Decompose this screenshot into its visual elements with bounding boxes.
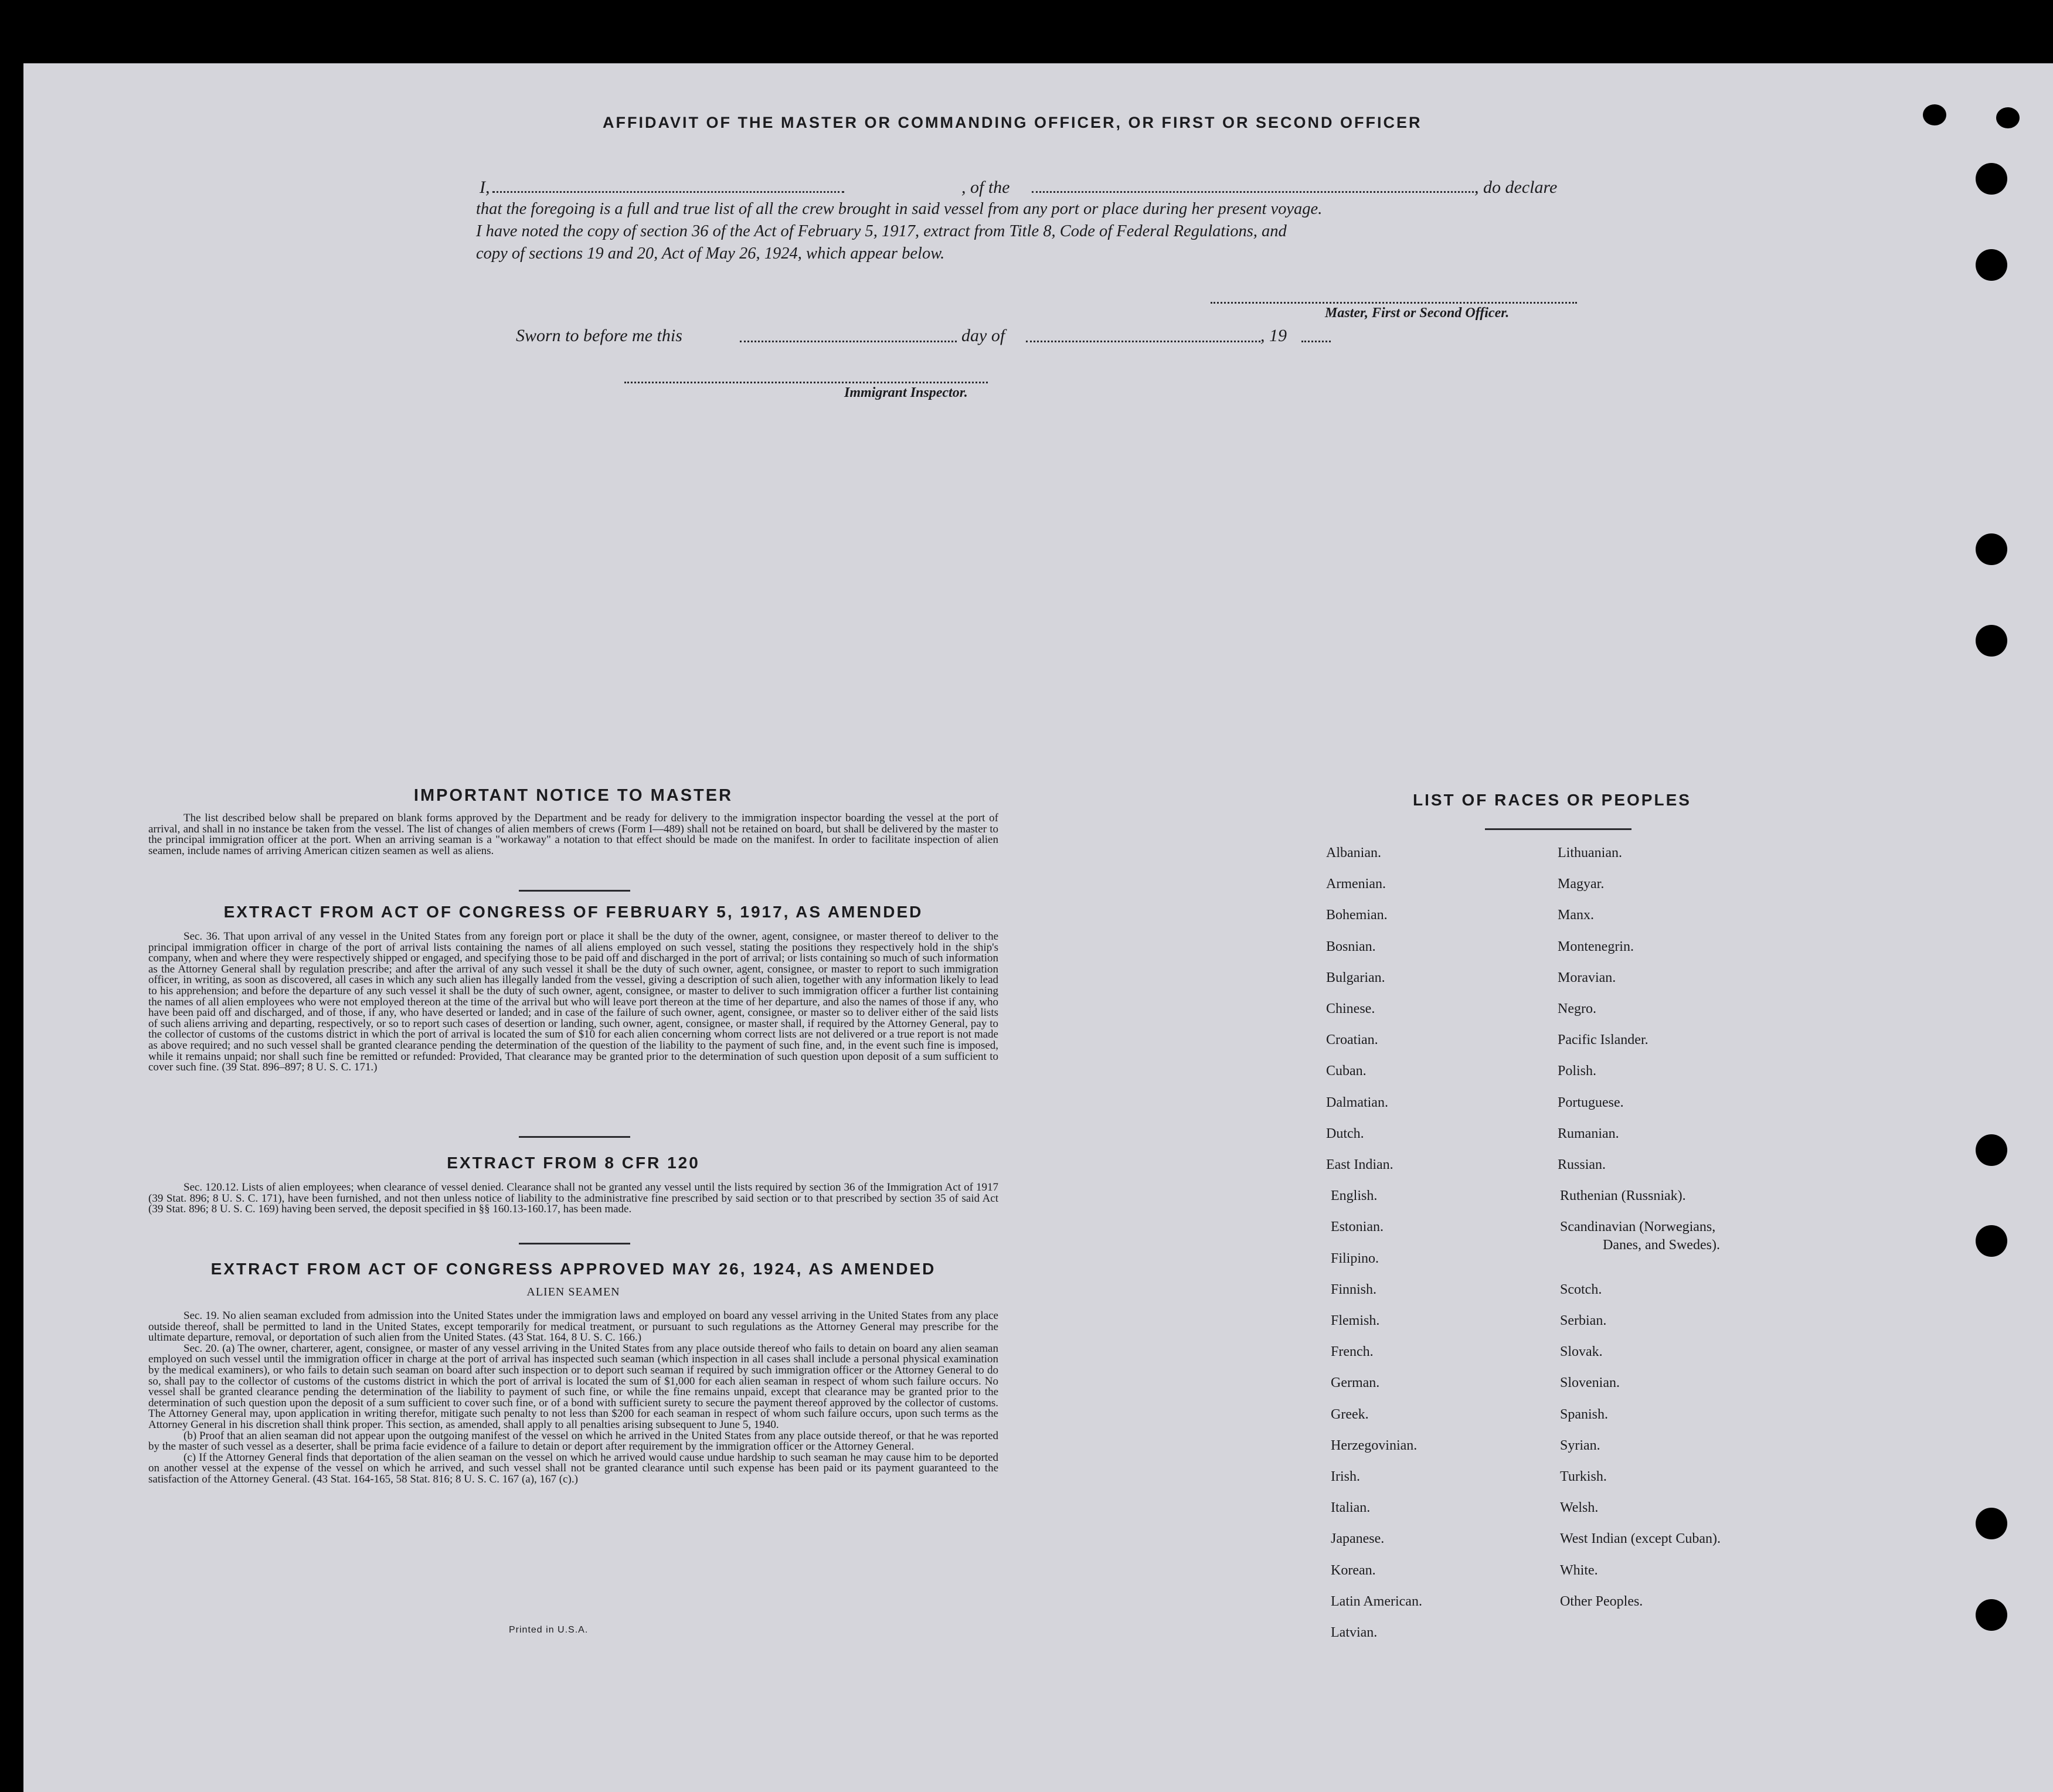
punch-hole bbox=[1923, 104, 1946, 125]
race-item: Chinese. bbox=[1326, 1001, 1375, 1016]
race-item: Pacific Islander. bbox=[1558, 1032, 1648, 1048]
section-20c-text: (c) If the Attorney General finds that deportation of the alien seaman on the vessel on which he arrived would cause undue hardship to such seaman he may cause him to be deported on another vessel at the expense of the vessel on which he arrived, and such vessel shall not be granted clearance until such expense has been paid or its payment guaranteed to the satisfaction of the Attorney General. (43 Stat. 164-165, 58 Stat. 816; 8 U. S. C. 167 (a), 167 (c).) bbox=[148, 1451, 998, 1485]
race-item: Finnish. bbox=[1331, 1281, 1377, 1297]
race-item: Estonian. bbox=[1331, 1219, 1384, 1235]
race-item: Rumanian. bbox=[1558, 1125, 1619, 1141]
affidavit-text-line2: that the foregoing is a full and true list of all the crew brought in said vessel from any port or place during her present voyage. bbox=[476, 200, 1323, 218]
race-item: Italian. bbox=[1331, 1500, 1371, 1516]
extract-1917-title: EXTRACT FROM ACT OF CONGRESS OF FEBRUARY 5, 1917, AS AMENDED bbox=[223, 903, 923, 921]
extract-cfr-body bbox=[148, 1182, 998, 1215]
race-item: French. bbox=[1331, 1344, 1374, 1360]
sworn-day-blank[interactable] bbox=[740, 341, 957, 342]
race-item: Portuguese. bbox=[1558, 1094, 1624, 1110]
race-item: Scotch. bbox=[1560, 1281, 1602, 1297]
race-item: Bohemian. bbox=[1326, 907, 1388, 923]
race-item: Latvian. bbox=[1331, 1625, 1378, 1640]
race-item: Bosnian. bbox=[1326, 938, 1376, 954]
divider bbox=[1485, 828, 1631, 830]
race-item: Albanian. bbox=[1326, 845, 1381, 861]
extract-1924-title: EXTRACT FROM ACT OF CONGRESS APPROVED MAY 26, 1924, AS AMENDED bbox=[210, 1260, 936, 1278]
alien-seamen-subtitle: ALIEN SEAMEN bbox=[526, 1286, 620, 1298]
race-item: Latin American. bbox=[1331, 1593, 1422, 1609]
notice-title: IMPORTANT NOTICE TO MASTER bbox=[413, 786, 733, 805]
race-item: Russian. bbox=[1558, 1157, 1606, 1172]
extract-1917-body bbox=[148, 931, 998, 1073]
sworn-year: , 19 bbox=[1260, 326, 1287, 345]
race-item: English. bbox=[1331, 1188, 1378, 1204]
inspector-signature-line[interactable] bbox=[624, 382, 988, 383]
punch-hole bbox=[1976, 625, 2007, 657]
race-item: Welsh. bbox=[1560, 1500, 1599, 1516]
race-item: Bulgarian. bbox=[1326, 970, 1385, 985]
race-item: Serbian. bbox=[1560, 1313, 1607, 1328]
race-item: German. bbox=[1331, 1375, 1380, 1391]
sworn-year-blank[interactable] bbox=[1301, 341, 1331, 342]
section-36-text: Sec. 36. That upon arrival of any vessel in the United States from any foreign port or place it shall be the duty of the owner, agent, consignee, or master thereof to deliver to the principal immigration officer in charge of the port of arrival lists containing the names of all aliens employed on such vessel, stating the positions they respectively hold in the ship's company, when and where they were respectively shipped or engaged, and specifying those to be paid off and discharged in the port of arrival; or lists containing so much of such information as the Attorney General shall by regulation prescribe; and after the arrival of any such vessel it shall be the duty of such owner, agent, consignee, or master to report to such immigration officer, in writing, as soon as discovered, all cases in which any such alien has illegally landed from the vessel, giving a description of such alien, together with any information likely to lead to his apprehension; and before the departure of any such vessel it shall be the duty of such owner, agent, consignee, or master to deliver to such immigration officer a further list containing the names of all alien employees who were not employed thereon at the time of the arrival but who will leave port thereon at the time of her departure, and also the names of those if any, who have been paid off and discharged, and of those, if any, who have deserted or landed; and in case of the failure of such owner, agent, consignee, or master so to deliver either of the said lists of such aliens arriving and departing, respectively, or so to report such cases of desertion or landing, such owner, agent, consignee, or master shall, if required by the Attorney General, pay to the collector of customs of the customs district in which the port of arrival is located the sum of $10 for each alien concerning whom correct lists are not delivered or a true report is not made as above required; and no such vessel shall be granted clearance pending the determination of the question of the liability to the payment of such fine, and, in the event such fine is imposed, while it remains unpaid; nor shall such fine be remitted or refunded: Provided, That clearance may be granted prior to the determination of such question upon deposit of a sum sufficient to cover such fine. (39 Stat. 896–897; 8 U. S. C. 171.) bbox=[148, 930, 998, 1074]
section-120-12-text: Sec. 120.12. Lists of alien employees; when clearance of vessel denied. Clearance shall not be granted any vessel until the lists required by section 36 of the Immigration Act of 1917 (39 Stat. 896; 8 U. S. C. 171), have been furnished, and not then unless notice of liability to the administrative fine prescribed by said section or to that prescribed by section 35 of said Act (39 Stat. 896; 8 U. S. C. 169) having been served, the deposit specified in §§ 160.13-160.17, has been made. bbox=[148, 1181, 998, 1216]
races-title: LIST OF RACES OR PEOPLES bbox=[1413, 791, 1691, 809]
race-item: Dalmatian. bbox=[1326, 1094, 1388, 1110]
printed-in-usa: Printed in U.S.A. bbox=[509, 1625, 589, 1635]
punch-hole bbox=[1996, 107, 2020, 128]
affidavit-of-the: , of the bbox=[961, 178, 1010, 197]
race-item: Dutch. bbox=[1326, 1125, 1364, 1141]
punch-hole bbox=[1976, 163, 2007, 195]
divider bbox=[519, 1136, 630, 1138]
race-item: East Indian. bbox=[1326, 1157, 1393, 1172]
race-item: Filipino. bbox=[1331, 1250, 1379, 1266]
race-item: Slovak. bbox=[1560, 1344, 1603, 1360]
extract-cfr-title: EXTRACT FROM 8 CFR 120 bbox=[447, 1154, 700, 1172]
race-item: Greek. bbox=[1331, 1406, 1369, 1422]
punch-hole bbox=[1976, 1225, 2007, 1257]
punch-hole bbox=[1976, 1134, 2007, 1166]
race-item: Montenegrin. bbox=[1558, 938, 1634, 954]
race-item: Moravian. bbox=[1558, 970, 1616, 985]
race-item: Flemish. bbox=[1331, 1313, 1380, 1328]
section-20b-text: (b) Proof that an alien seaman did not appear upon the outgoing manifest of the vessel on which he arrived in the United States from any place outside thereof, or that he was reported by the master of such vessel as a deserter, shall be prima facie evidence of a failure to detain or deport after requirement by the immigration officer or the Attorney General. bbox=[148, 1429, 998, 1453]
race-item: Polish. bbox=[1558, 1063, 1597, 1079]
race-item: Japanese. bbox=[1331, 1531, 1385, 1547]
sworn-month-blank[interactable] bbox=[1026, 341, 1260, 342]
inspector-label: Immigrant Inspector. bbox=[844, 385, 968, 400]
sworn-prefix: Sworn to before me this bbox=[516, 326, 682, 345]
form-sheet bbox=[23, 63, 2053, 1792]
notice-body bbox=[148, 813, 998, 856]
affidavit-i: I, bbox=[480, 178, 490, 197]
divider bbox=[519, 890, 630, 892]
punch-hole bbox=[1976, 533, 2007, 565]
section-20a-text: Sec. 20. (a) The owner, charterer, agent, consignee, or master of any vessel arriving in the United States from any place outside thereof who fails to detain on board any alien seaman employed on such vessel until the immigration officer in charge at the port of arrival has inspected such seaman (which inspection in all cases shall include a personal physical examination by the medical examiners), or who fails to detain such seaman on board after such inspection or to deport such seaman if required by such immigration officer or the Attorney General to do so, shall pay to the collector of customs of the customs district in which the port of arrival is located the sum of $1,000 for each alien seaman in respect of whom such failure occurs. No vessel shall be granted clearance pending the determination of the liability to payment of such fine, or while the fine remains unpaid, except that clearance may be granted prior to the determination of such question upon the deposit of a sum sufficient to cover such fine, or of a bond with sufficient surety to secure the payment thereof approved by the collector of customs. The Attorney General may, upon application in writing therefor, mitigate such penalty to not less than $200 for each seaman in respect of whom such failure occurs, upon such terms as the Attorney General in his discretion shall think proper. This section, as amended, shall apply to all penalties arising subsequent to June 5, 1940. bbox=[148, 1342, 998, 1431]
affidavit-text-line3: I have noted the copy of section 36 of the Act of February 5, 1917, extract from Title 8, Code of Federal Regulations, and bbox=[476, 222, 1287, 240]
divider bbox=[519, 1243, 630, 1244]
race-item: Danes, and Swedes). bbox=[1603, 1237, 1720, 1253]
race-item: Lithuanian. bbox=[1558, 845, 1622, 861]
race-item: Magyar. bbox=[1558, 876, 1605, 892]
race-item: Cuban. bbox=[1326, 1063, 1367, 1079]
race-item: Korean. bbox=[1331, 1562, 1376, 1578]
extract-1924-body bbox=[148, 1311, 998, 1485]
race-item: Scandinavian (Norwegians, bbox=[1560, 1219, 1716, 1235]
notice-paragraph: The list described below shall be prepared on blank forms approved by the Department and be ready for delivery to the immigration inspector boarding the vessel at the port of arrival, and shall in no instance be taken from the vessel. The list of changes of alien members of crews (Form I—489) shall not be retained on board, but shall be delivered by the master to the principal immigration officer at the port. When an arriving seaman is a "workaway" a notation to that effect should be made on the manifest. In order to facilitate inspection of alien seamen, include names of arriving American citizen seamen as well as aliens. bbox=[148, 812, 998, 857]
race-item: Negro. bbox=[1558, 1001, 1596, 1016]
punch-hole bbox=[1976, 249, 2007, 281]
sworn-day-of: day of bbox=[961, 326, 1005, 345]
race-item: White. bbox=[1560, 1562, 1598, 1578]
affidavit-do-declare: , do declare bbox=[1474, 178, 1558, 197]
master-signature-label: Master, First or Second Officer. bbox=[1325, 305, 1510, 321]
race-item: Turkish. bbox=[1560, 1469, 1607, 1484]
race-item: Spanish. bbox=[1560, 1406, 1609, 1422]
race-item: Manx. bbox=[1558, 907, 1594, 923]
race-item: Ruthenian (Russniak). bbox=[1560, 1188, 1686, 1204]
name-blank[interactable] bbox=[492, 191, 844, 193]
race-item: Croatian. bbox=[1326, 1032, 1378, 1048]
punch-hole bbox=[1976, 1508, 2007, 1539]
race-item: Armenian. bbox=[1326, 876, 1386, 892]
race-item: Other Peoples. bbox=[1560, 1593, 1643, 1609]
race-item: Syrian. bbox=[1560, 1437, 1600, 1453]
race-item: Slovenian. bbox=[1560, 1375, 1620, 1391]
section-19-text: Sec. 19. No alien seaman excluded from admission into the United States under the immigration laws and employed on board any vessel arriving in the United States from any place outside thereof, shall be permitted to land in the United States, except temporarily for medical treatment, or pursuant to such regulations as the Attorney General may prescribe for the ultimate departure, removal, or deportation of such alien from the United States. (43 Stat. 164, 8 U. S. C. 166.) bbox=[148, 1310, 998, 1344]
affidavit-text-line4: copy of sections 19 and 20, Act of May 26, 1924, which appear below. bbox=[476, 244, 945, 263]
race-item: West Indian (except Cuban). bbox=[1560, 1531, 1721, 1547]
punch-hole bbox=[1976, 1599, 2007, 1631]
vessel-blank[interactable] bbox=[1032, 191, 1477, 193]
affidavit-title: AFFIDAVIT OF THE MASTER OR COMMANDING OFFICER, OR FIRST OR SECOND OFFICER bbox=[603, 114, 1422, 131]
master-signature-line[interactable] bbox=[1211, 302, 1577, 304]
race-item: Herzegovinian. bbox=[1331, 1437, 1418, 1453]
race-item: Irish. bbox=[1331, 1469, 1360, 1484]
